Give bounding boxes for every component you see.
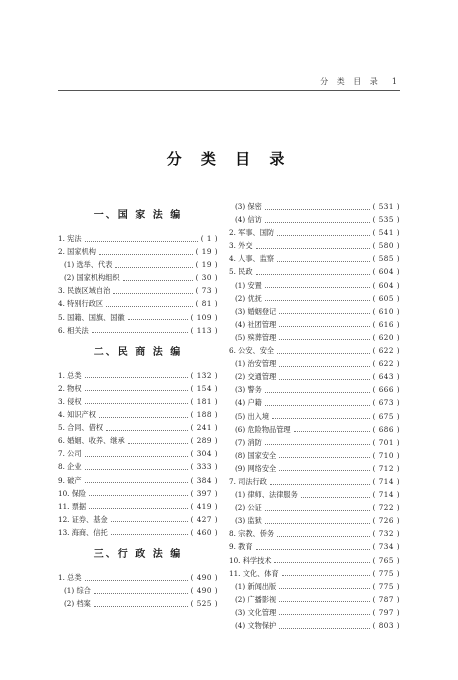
toc-entry-page: ( 490 ) <box>190 572 218 582</box>
toc-entry[interactable] <box>229 423 400 436</box>
toc-entry-label: (2) 优抚 <box>235 293 262 303</box>
toc-entry-label: 8. 企业 <box>58 462 82 472</box>
dot-leader <box>265 221 370 223</box>
dot-leader <box>279 456 369 458</box>
dot-leader <box>279 627 369 629</box>
toc-entry[interactable] <box>58 584 218 597</box>
toc-page-number: 304 <box>196 449 212 459</box>
toc-page-number: 490 <box>196 572 212 582</box>
toc-entry[interactable] <box>229 252 400 265</box>
toc-entry[interactable] <box>229 567 400 580</box>
toc-entry-label: 5. 合同、借权 <box>58 423 104 433</box>
toc-entry[interactable] <box>229 606 400 619</box>
toc-entry[interactable] <box>229 554 400 567</box>
toc-entry-page: ( 535 ) <box>372 215 400 225</box>
toc-entry[interactable] <box>58 395 218 408</box>
toc-entry-label: 3. 外交 <box>229 241 253 251</box>
running-head <box>320 76 400 87</box>
toc-entry[interactable] <box>229 370 400 383</box>
toc-entry-label: (5) 出入境 <box>235 411 270 421</box>
toc-entry-page: ( 732 ) <box>372 529 400 539</box>
toc-entry-page: ( 113 ) <box>190 325 218 335</box>
toc-page-number: 241 <box>196 423 212 433</box>
toc-entry-label: 2. 军事、国防 <box>229 228 275 238</box>
dot-leader <box>92 331 188 333</box>
toc-entry-page: ( 333 ) <box>190 462 218 472</box>
dot-leader <box>272 417 370 419</box>
toc-entry-page: ( 419 ) <box>190 501 218 511</box>
toc-entry[interactable] <box>229 619 400 632</box>
toc-entry[interactable] <box>58 271 218 284</box>
toc-entry-page: ( 734 ) <box>372 542 400 552</box>
toc-entry-page: ( 620 ) <box>372 332 400 342</box>
toc-entry-label: 9. 教育 <box>229 542 253 552</box>
dot-leader <box>265 522 370 524</box>
toc-page-number: 616 <box>378 319 394 329</box>
toc-entry-page: ( 460 ) <box>190 527 218 537</box>
toc-entry[interactable] <box>229 344 400 357</box>
toc-page-number: 19 <box>201 247 212 257</box>
toc-entry-page: ( 585 ) <box>372 254 400 264</box>
toc-entry-page: ( 427 ) <box>190 514 218 524</box>
dot-leader <box>113 292 192 294</box>
toc-entry-label: 2. 物权 <box>58 383 82 393</box>
dot-leader <box>85 455 188 457</box>
toc-entry[interactable] <box>58 513 218 526</box>
toc-entry[interactable] <box>229 501 400 514</box>
toc-entry-page: ( 490 ) <box>190 586 218 596</box>
toc-entry[interactable] <box>58 571 218 584</box>
page-title: 分 类 目 录 <box>166 150 292 168</box>
toc-entry[interactable] <box>58 421 218 434</box>
toc-entry-page: ( 580 ) <box>372 241 400 251</box>
toc-page-number: 622 <box>378 346 394 356</box>
toc-entry-page: ( 19 ) <box>195 247 218 257</box>
toc-entry[interactable] <box>229 514 400 527</box>
toc-entry-page: ( 673 ) <box>372 398 400 408</box>
dot-leader <box>265 299 370 301</box>
toc-entry-label: (8) 国家安全 <box>235 450 277 460</box>
toc-page-number: 333 <box>196 462 212 472</box>
toc-page-number: 1 <box>206 234 212 243</box>
toc-entry-label: (2) 档案 <box>64 599 91 609</box>
toc-page-number: 732 <box>378 529 394 539</box>
toc-entry-label: 10. 科学技术 <box>229 555 272 565</box>
toc-page-number: 427 <box>196 514 212 524</box>
toc-entry-page: ( 622 ) <box>372 359 400 369</box>
toc-entry-label: 13. 海商、信托 <box>58 527 108 537</box>
toc-entry[interactable] <box>58 487 218 500</box>
toc-entry[interactable] <box>229 331 400 344</box>
toc-page-number: 775 <box>378 568 394 578</box>
toc-left-column <box>58 200 218 610</box>
toc-entry-label: (3) 婚姻登记 <box>235 306 277 316</box>
toc-entry-label: 1. 总类 <box>58 370 82 380</box>
toc-page-number: 460 <box>196 527 212 537</box>
toc-entry[interactable] <box>229 226 400 239</box>
toc-entry-page: ( 710 ) <box>372 450 400 460</box>
toc-entry-label: (1) 选举、代表 <box>64 260 113 270</box>
toc-entry[interactable] <box>229 540 400 553</box>
toc-entry[interactable] <box>229 593 400 606</box>
toc-entry-label: 1. 总类 <box>58 572 82 582</box>
dot-leader <box>85 468 188 470</box>
toc-entry[interactable] <box>58 232 218 245</box>
section-heading: 三、行 政 法 编 <box>93 548 183 560</box>
toc-entry-label: (5) 殡葬管理 <box>235 332 277 342</box>
toc-page-number: 797 <box>378 607 394 617</box>
toc-entry-label: 7. 司法行政 <box>229 476 267 486</box>
dot-leader <box>256 273 370 275</box>
toc-entry-label: (3) 文化管理 <box>235 607 277 617</box>
toc-entry-page: ( 775 ) <box>372 581 400 591</box>
toc-entry-label: (1) 新闻出版 <box>235 581 277 591</box>
toc-entry-label: (7) 消防 <box>235 437 262 447</box>
toc-entry-label: (4) 信访 <box>235 215 262 225</box>
toc-entry[interactable] <box>229 475 400 488</box>
toc-page-number: 113 <box>196 325 212 335</box>
toc-entry-page: ( 666 ) <box>372 385 400 395</box>
toc-entry-label: (3) 保密 <box>235 202 262 211</box>
toc-entry-label: (4) 文物保护 <box>235 621 277 630</box>
dot-leader <box>128 442 188 444</box>
toc-entry-page: ( 803 ) <box>372 621 400 630</box>
toc-entry-page: ( 605 ) <box>372 293 400 303</box>
toc-entry-label: 5. 民政 <box>229 267 253 277</box>
toc-entry-label: (6) 危险物品管理 <box>235 424 291 434</box>
toc-entry-label: (2) 国家机构组织 <box>64 273 120 283</box>
toc-page-number: 585 <box>378 254 394 264</box>
toc-page-number: 419 <box>196 501 212 511</box>
toc-entry-label: (1) 律师、法律服务 <box>235 490 298 500</box>
toc-entry-label: 11. 文化、体育 <box>229 568 279 578</box>
toc-page-number: 19 <box>201 260 212 270</box>
toc-entry-page: ( 797 ) <box>372 607 400 617</box>
toc-entry-page: ( 622 ) <box>372 346 400 356</box>
toc-entry[interactable] <box>58 460 218 473</box>
toc-page-number: 109 <box>196 312 212 322</box>
dot-leader <box>279 587 369 589</box>
toc-page-number: 73 <box>201 286 212 296</box>
toc-entry-label: 6. 公安、安全 <box>229 346 275 356</box>
toc-entry-label: (3) 监狱 <box>235 516 262 526</box>
toc-entry-page: ( 188 ) <box>190 410 218 420</box>
toc-page-number: 81 <box>201 299 212 309</box>
dot-leader <box>85 481 188 483</box>
toc-page-number: 132 <box>196 370 212 380</box>
dot-leader <box>89 507 188 509</box>
dot-leader <box>85 376 188 378</box>
toc-entry-label: (3) 警务 <box>235 385 262 395</box>
toc-entry-page: ( 610 ) <box>372 306 400 316</box>
toc-entry-page: ( 289 ) <box>190 436 218 446</box>
toc-right-column <box>229 200 400 632</box>
toc-entry[interactable] <box>229 318 400 331</box>
dot-leader <box>279 613 369 615</box>
toc-page-number: 734 <box>378 542 394 552</box>
section-heading: 一、国 家 法 编 <box>93 210 183 221</box>
toc-entry-label: 3. 民族区域自治 <box>58 286 111 296</box>
toc-entry-label: 12. 证券、基金 <box>58 514 108 524</box>
toc-entry-page: ( 726 ) <box>372 516 400 526</box>
toc-page-number: 686 <box>378 424 394 434</box>
toc-page-number: 775 <box>378 581 394 591</box>
dot-leader <box>111 520 188 522</box>
dot-leader <box>277 535 370 537</box>
toc-entry-page: ( 397 ) <box>190 488 218 498</box>
toc-page-number: 712 <box>378 463 394 473</box>
dot-leader <box>128 318 188 320</box>
toc-page-number: 787 <box>378 594 394 604</box>
dot-leader <box>265 509 370 511</box>
toc-entry-page: ( 30 ) <box>195 273 218 283</box>
toc-entry-label: (2) 交通管理 <box>235 372 277 382</box>
dot-leader <box>277 234 370 236</box>
dot-leader <box>274 561 369 563</box>
dot-leader <box>294 430 370 432</box>
dot-leader <box>265 404 370 406</box>
toc-entry-page: ( 604 ) <box>372 267 400 277</box>
toc-entry-page: ( 384 ) <box>190 475 218 485</box>
toc-entry-page: ( 241 ) <box>190 423 218 433</box>
toc-entry-label: 2. 国家机构 <box>58 247 96 257</box>
toc-entry-label: 6. 相关法 <box>58 325 89 335</box>
toc-entry-label: (4) 社团管理 <box>235 319 277 329</box>
toc-page-number: 765 <box>378 555 394 565</box>
dot-leader <box>85 240 198 242</box>
toc-page-number: 666 <box>378 385 394 395</box>
toc-entry[interactable] <box>58 284 218 297</box>
dot-leader <box>99 416 188 418</box>
toc-entry-page: ( 686 ) <box>372 424 400 434</box>
dot-leader <box>277 352 370 354</box>
toc-page-number: 673 <box>378 398 394 408</box>
toc-entry[interactable] <box>58 434 218 447</box>
toc-entry-label: 11. 票据 <box>58 501 87 511</box>
toc-entry-label: 5. 国籍、国旗、国徽 <box>58 312 125 322</box>
toc-page-number: 722 <box>378 503 394 513</box>
toc-entry[interactable] <box>58 382 218 395</box>
dot-leader <box>256 247 370 249</box>
toc-page-number: 610 <box>378 306 394 316</box>
toc-page-number: 384 <box>196 475 212 485</box>
dot-leader <box>85 389 188 391</box>
toc-page-number: 643 <box>378 372 394 382</box>
toc-entry[interactable] <box>58 311 218 324</box>
dot-leader <box>282 574 370 576</box>
toc-entry-page: ( 722 ) <box>372 503 400 513</box>
toc-page-number: 531 <box>378 202 394 211</box>
header-rule <box>58 90 400 91</box>
dot-leader <box>279 365 369 367</box>
toc-entry-label: 4. 人事、监察 <box>229 254 275 264</box>
toc-entry[interactable] <box>58 526 218 539</box>
dot-leader <box>111 533 188 535</box>
toc-entry[interactable] <box>229 279 400 292</box>
toc-entry[interactable] <box>58 245 218 258</box>
toc-entry[interactable] <box>58 447 218 460</box>
toc-entry-page: ( 765 ) <box>372 555 400 565</box>
toc-entry-label: 1. 宪法 <box>58 234 82 243</box>
toc-entry-label: (1) 安置 <box>235 280 262 290</box>
toc-page-number: 714 <box>378 476 394 486</box>
toc-page-number: 604 <box>378 267 394 277</box>
toc-entry-page: ( 154 ) <box>190 383 218 393</box>
toc-page-number: 675 <box>378 411 394 421</box>
toc-entry-label: (2) 公证 <box>235 503 262 513</box>
toc-entry-page: ( 604 ) <box>372 280 400 290</box>
toc-entry-label: 8. 宗教、侨务 <box>229 529 275 539</box>
toc-page-number: 701 <box>378 437 394 447</box>
toc-page-number: 490 <box>196 586 212 596</box>
toc-entry-page: ( 714 ) <box>372 490 400 500</box>
toc-page-number: 188 <box>196 410 212 420</box>
toc-entry-page: ( 132 ) <box>190 370 218 380</box>
toc-entry[interactable] <box>58 258 218 271</box>
running-head-title: 分 类 目 录 <box>320 77 381 86</box>
dot-leader <box>265 286 370 288</box>
toc-entry-page: ( 109 ) <box>190 312 218 322</box>
toc-entry[interactable] <box>229 292 400 305</box>
toc-entry[interactable] <box>229 396 400 409</box>
toc-entry[interactable] <box>229 580 400 593</box>
toc-entry-label: 4. 知识产权 <box>58 410 96 420</box>
toc-entry-page: ( 73 ) <box>195 286 218 296</box>
dot-leader <box>265 208 370 210</box>
toc-entry[interactable] <box>229 265 400 278</box>
toc-entry-page: ( 181 ) <box>190 396 218 406</box>
toc-entry-page: ( 714 ) <box>372 476 400 486</box>
dot-leader <box>279 600 369 602</box>
toc-entry-page: ( 531 ) <box>372 202 400 211</box>
toc-entry[interactable] <box>58 408 218 421</box>
toc-entry[interactable] <box>58 474 218 487</box>
dot-leader <box>279 312 369 314</box>
toc-page-number: 154 <box>196 383 212 393</box>
toc-entry-label: 9. 破产 <box>58 475 82 485</box>
toc-entry[interactable] <box>229 436 400 449</box>
toc-entry-page: ( 525 ) <box>190 599 218 609</box>
toc-entry-label: 7. 公司 <box>58 449 82 459</box>
toc-page-number: 714 <box>378 490 394 500</box>
dot-leader <box>85 579 188 581</box>
dot-leader <box>265 391 370 393</box>
toc-entry[interactable] <box>229 462 400 475</box>
toc-entry-label: (4) 户籍 <box>235 398 262 408</box>
section-heading: 二、民 商 法 编 <box>93 346 183 358</box>
toc-entry-page: ( 304 ) <box>190 449 218 459</box>
page-number: 1 <box>391 77 400 86</box>
toc-entry-page: ( 775 ) <box>372 568 400 578</box>
dot-leader <box>123 279 193 281</box>
dot-leader <box>99 253 193 255</box>
toc-entry-label: (2) 广播影视 <box>235 594 277 604</box>
toc-page-number: 525 <box>196 599 212 609</box>
dot-leader <box>279 469 369 471</box>
toc-entry-page: ( 616 ) <box>372 319 400 329</box>
toc-entry-label: 4. 特别行政区 <box>58 299 104 309</box>
toc-entry[interactable] <box>229 383 400 396</box>
toc-entry[interactable] <box>229 449 400 462</box>
dot-leader <box>85 402 188 404</box>
toc-entry[interactable] <box>229 488 400 501</box>
dot-leader <box>270 483 370 485</box>
toc-page-number: 541 <box>378 228 394 238</box>
dot-leader <box>279 378 369 380</box>
toc-entry-page: ( 675 ) <box>372 411 400 421</box>
dot-leader <box>94 605 188 607</box>
toc-entry[interactable] <box>229 200 400 213</box>
toc-entry[interactable] <box>229 305 400 318</box>
toc-entry-label: (1) 综合 <box>64 586 91 596</box>
dot-leader <box>94 592 188 594</box>
toc-entry-page: ( 712 ) <box>372 463 400 473</box>
dot-leader <box>106 305 193 307</box>
toc-entry[interactable] <box>58 324 218 337</box>
toc-entry-label: (9) 网络安全 <box>235 463 277 473</box>
toc-page-number: 289 <box>196 436 212 446</box>
toc-entry[interactable] <box>229 357 400 370</box>
toc-page-number: 605 <box>378 293 394 303</box>
toc-entry-label: 3. 侵权 <box>58 396 82 406</box>
toc-page-number: 620 <box>378 332 394 342</box>
toc-page-number: 181 <box>196 396 212 406</box>
toc-entry[interactable] <box>58 297 218 310</box>
toc-entry-label: 10. 保险 <box>58 488 87 498</box>
dot-leader <box>277 260 370 262</box>
toc-entry[interactable] <box>229 527 400 540</box>
toc-page-number: 726 <box>378 516 394 526</box>
dot-leader <box>279 338 369 340</box>
toc-entry-page: ( 787 ) <box>372 594 400 604</box>
toc-entry[interactable] <box>229 213 400 226</box>
toc-entry[interactable] <box>58 369 218 382</box>
toc-entry-label: 6. 婚姻、收养、继承 <box>58 436 125 446</box>
toc-page-number: 803 <box>378 621 394 630</box>
toc-page-number: 622 <box>378 359 394 369</box>
dot-leader <box>265 443 370 445</box>
dot-leader <box>89 494 188 496</box>
toc-entry-page: ( 19 ) <box>195 260 218 270</box>
toc-entry-page: ( 643 ) <box>372 372 400 382</box>
toc-entry-page: ( 1 ) <box>200 234 218 243</box>
toc-page-number: 580 <box>378 241 394 251</box>
toc-page-number: 397 <box>196 488 212 498</box>
toc-entry[interactable] <box>229 239 400 252</box>
toc-page-number: 30 <box>201 273 212 283</box>
dot-leader <box>115 266 192 268</box>
toc-entry-label: (1) 治安管理 <box>235 359 277 369</box>
toc-page-number: 710 <box>378 450 394 460</box>
toc-entry[interactable] <box>58 597 218 610</box>
toc-page-number: 604 <box>378 280 394 290</box>
toc-entry[interactable] <box>229 410 400 423</box>
toc-entry[interactable] <box>58 500 218 513</box>
dot-leader <box>279 325 369 327</box>
dot-leader <box>256 548 370 550</box>
dot-leader <box>106 429 188 431</box>
dot-leader <box>301 496 370 498</box>
toc-entry-page: ( 81 ) <box>195 299 218 309</box>
toc-entry-page: ( 541 ) <box>372 228 400 238</box>
toc-entry-page: ( 701 ) <box>372 437 400 447</box>
toc-page-number: 535 <box>378 215 394 225</box>
